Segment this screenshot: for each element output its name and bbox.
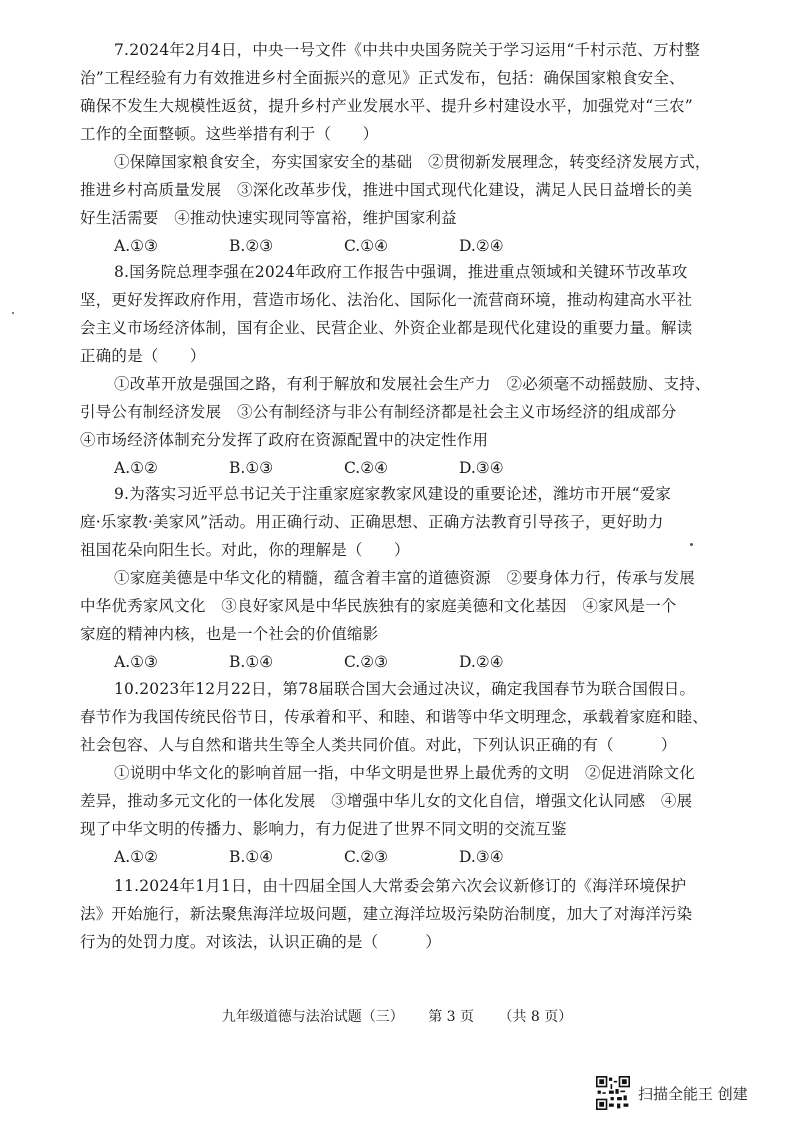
question-stem-line: 正确的是（ ） [80,347,206,365]
question-stem-line: 坚，更好发挥政府作用，营造市场化、法治化、国际化一流营商环境，推动构建高水平社 [80,291,693,309]
option-c: C.②④ [344,459,389,477]
statement-line: ①家庭美德是中华文化的精髓，蕴含着丰富的道德资源 ②要身体力行，传承与发展 [114,569,695,587]
statement-line: ①说明中华文化的影响首屈一指，中华文明是世界上最优秀的文明 ②促进消除文化 [114,764,695,782]
statement-line: 引导公有制经济发展 ③公有制经济与非公有制经济都是社会主义市场经济的组成部分 [80,403,677,421]
question-8 [80,258,720,482]
question-stem-line: 祖国花朵向阳生长。对此，你的理解是（ ） [80,541,410,559]
option-b: B.①③ [229,459,274,477]
question-7 [80,36,720,260]
page-footer [0,1006,794,1026]
statement-line: ①保障国家粮食安全，夯实国家安全的基础 ②贯彻新发展理念，转变经济发展方式， [114,153,711,171]
question-stem-line: 8.国务院总理李强在2024年政府工作报告中强调，推进重点领域和关键环节改革攻 [114,263,688,281]
question-stem-line: 7.2024年2月4日，中央一号文件《中共中央国务院关于学习运用“千村示范、万村整 [114,41,701,59]
question-stem-line: 春节作为我国传统民俗节日，传承着和平、和睦、和谐等中华文明理念，承载着家庭和睦、 [80,708,709,726]
question-stem-line: 社会包容、人与自然和谐共生等全人类共同价值。对此，下列认识正确的有（ ） [80,736,677,754]
question-stem-line: 9.为落实习近平总书记关于注重家庭家教家风建设的重要论述，潍坊市开展“爱家 [114,485,672,503]
option-d: D.②④ [459,237,504,255]
option-d: D.③④ [459,459,504,477]
answer-options [80,232,720,260]
statement-line: 好生活需要 ④推动快速实现同等富裕，维护国家利益 [80,209,457,227]
option-b: B.①④ [229,848,274,866]
question-stem-line: 行为的处罚力度。对该法，认识正确的是（ ） [80,933,442,951]
option-d: D.③④ [459,848,504,866]
statement-line: 现了中华文明的传播力、影响力，有力促进了世界不同文明的交流互鉴 [80,820,567,838]
question-stem-line: 10.2023年12月22日，第78届联合国大会通过决议，确定我国春节为联合国假日。 [114,680,696,698]
qr-code-icon [596,1076,630,1110]
answer-options [80,454,720,482]
option-a: A.①② [114,459,158,477]
option-c: C.②③ [344,653,389,671]
statement-line: ①改革开放是强国之路，有利于解放和发展社会生产力 ②必须毫不动摇鼓励、支持、 [114,375,711,393]
scan-speck [12,312,14,314]
option-a: A.①② [114,848,158,866]
question-10 [80,675,720,871]
question-stem-line: 庭·乐家教·美家风”活动。用正确行动、正确思想、正确方法教育引导孩子，更好助力 [80,513,664,531]
question-stem-line: 法》开始施行，新法聚焦海洋垃圾问题，建立海洋垃圾污染防治制度，加大了对海洋污染 [80,905,693,923]
statement-line: 差异，推动多元文化的一体化发展 ③增强中华儿女的文化自信，增强文化认同感 ④展 [80,792,693,810]
page-number: 第 3 页 [428,1009,474,1025]
scan-speck [690,543,693,546]
option-b: B.①④ [229,653,274,671]
option-b: B.②③ [229,237,274,255]
question-11 [80,872,720,956]
question-stem-line: 工作的全面整顿。这些举措有利于（ ） [80,125,379,143]
question-stem-line: 11.2024年1月1日，由十四届全国人大常委会第六次会议新修订的《海洋环境保护 [114,877,687,895]
page-total: （共 8 页） [498,1009,573,1025]
statement-line: 推进乡村高质量发展 ③深化改革步伐，推进中国式现代化建设，满足人民日益增长的美 [80,181,693,199]
statement-line: 家庭的精神内核，也是一个社会的价值缩影 [80,625,379,643]
statement-line: ④市场经济体制充分发挥了政府在资源配置中的决定性作用 [80,431,489,449]
scanner-watermark [596,1073,748,1113]
exam-title: 九年级道德与法治试题（三） [221,1009,404,1025]
question-stem-line: 会主义市场经济体制，国有企业、民营企业、外资企业都是现代化建设的重要力量。解读 [80,319,693,337]
question-stem-line: 确保不发生大规模性返贫，提升乡村产业发展水平、提升乡村建设水平，加强党对“三农” [80,97,693,115]
option-a: A.①③ [114,653,158,671]
option-c: C.①④ [344,237,389,255]
answer-options [80,843,720,871]
statement-line: 中华优秀家风文化 ③良好家风是中华民族独有的家庭美德和文化基因 ④家风是一个 [80,597,677,615]
watermark-text: 扫描全能王 创建 [638,1084,748,1103]
question-9 [80,480,720,676]
answer-options [80,648,720,676]
option-d: D.②④ [459,653,504,671]
option-a: A.①③ [114,237,158,255]
question-stem-line: 治”工程经验有力有效推进乡村全面振兴的意见》正式发布，包括：确保国家粮食安全、 [80,69,685,87]
option-c: C.②③ [344,848,389,866]
